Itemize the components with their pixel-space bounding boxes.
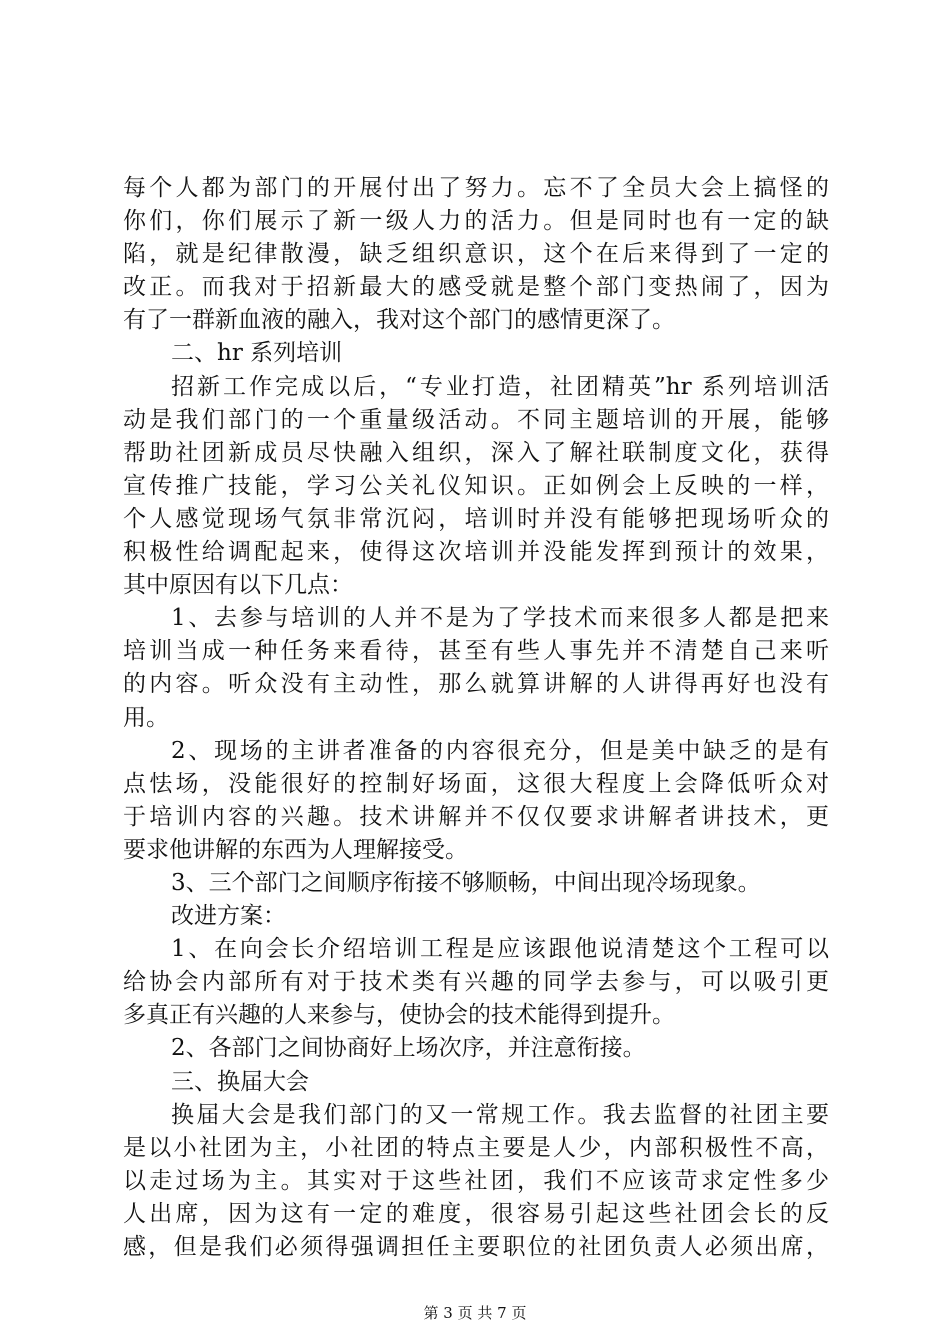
list-item: 1、去参与培训的人并不是为了学技术而来很多人都是把来 (171, 605, 829, 632)
text-line: 的内容。听众没有主动性，那么就算讲解的人讲得再好也没有 (123, 671, 829, 698)
text-line: 你们，你们展示了新一级人力的活力。但是同时也有一定的缺 (123, 208, 829, 235)
section-heading: 三、换届大会 (171, 1068, 309, 1095)
text-line: 于培训内容的兴趣。技术讲解并不仅仅要求讲解者讲技术，更 (123, 803, 829, 830)
list-item: 2、各部门之间协商好上场次序，并注意衔接。 (171, 1035, 646, 1062)
text-line: 其中原因有以下几点： (123, 572, 353, 599)
text-line: 动是我们部门的一个重量级活动。不同主题培训的开展，能够 (123, 406, 829, 433)
text-line: 换届大会是我们部门的又一常规工作。我去监督的社团主要 (171, 1101, 829, 1128)
text-line: 宣传推广技能，学习公关礼仪知识。正如例会上反映的一样， (123, 472, 829, 499)
text-line: 点怯场，没能很好的控制好场面，这很大程度上会降低听众对 (123, 770, 829, 797)
text-line: 人出席，因为这有一定的难度，很容易引起这些社团会长的反 (123, 1200, 829, 1227)
text-line: 每个人都为部门的开展付出了努力。忘不了全员大会上搞怪的 (123, 175, 829, 201)
list-item: 1、在向会长介绍培训工程是应该跟他说清楚这个工程可以 (171, 936, 829, 963)
text-line: 感，但是我们必须得强调担任主要职位的社团负责人必须出席， (123, 1234, 829, 1260)
text-line: 改正。而我对于招新最大的感受就是整个部门变热闹了，因为 (123, 274, 829, 301)
list-item: 3、三个部门之间顺序衔接不够顺畅，中间出现冷场现象。 (171, 869, 761, 896)
list-item: 2、现场的主讲者准备的内容很充分，但是美中缺乏的是有 (171, 737, 829, 764)
text-line: 有了一群新血液的融入，我对这个部门的感情更深了。 (123, 307, 675, 334)
text-line: 积极性给调配起来，使得这次培训并没能发挥到预计的效果， (123, 539, 829, 566)
page-number-footer: 第 3 页 共 7 页 (423, 1304, 527, 1322)
document-body (123, 172, 829, 1264)
text-line: 要求他讲解的东西为人理解接受。 (123, 836, 468, 863)
text-line: 给协会内部所有对于技术类有兴趣的同学去参与，可以吸引更 (123, 969, 829, 996)
text-line: 培训当成一种任务来看待，甚至有些人事先并不清楚自己来听 (123, 638, 829, 665)
text-line: 陷，就是纪律散漫，缺乏组织意识，这个在后来得到了一定的 (123, 241, 829, 268)
text-line: 个人感觉现场气氛非常沉闷，培训时并没有能够把现场听众的 (123, 505, 829, 532)
text-line: 用。 (123, 704, 169, 731)
text-line: 以走过场为主。其实对于这些社团，我们不应该苛求定性多少 (123, 1167, 829, 1194)
section-heading: 二、hr 系列培训 (171, 340, 343, 367)
text-line: 招新工作完成以后，“专业打造，社团精英”hr 系列培训活 (171, 373, 829, 400)
text-line: 帮助社团新成员尽快融入组织，深入了解社联制度文化，获得 (123, 439, 829, 466)
text-line: 多真正有兴趣的人来参与，使协会的技术能得到提升。 (123, 1002, 675, 1029)
text-line: 是以小社团为主，小社团的特点主要是人少，内部积极性不高， (123, 1134, 829, 1161)
section-heading: 改进方案： (171, 903, 286, 930)
